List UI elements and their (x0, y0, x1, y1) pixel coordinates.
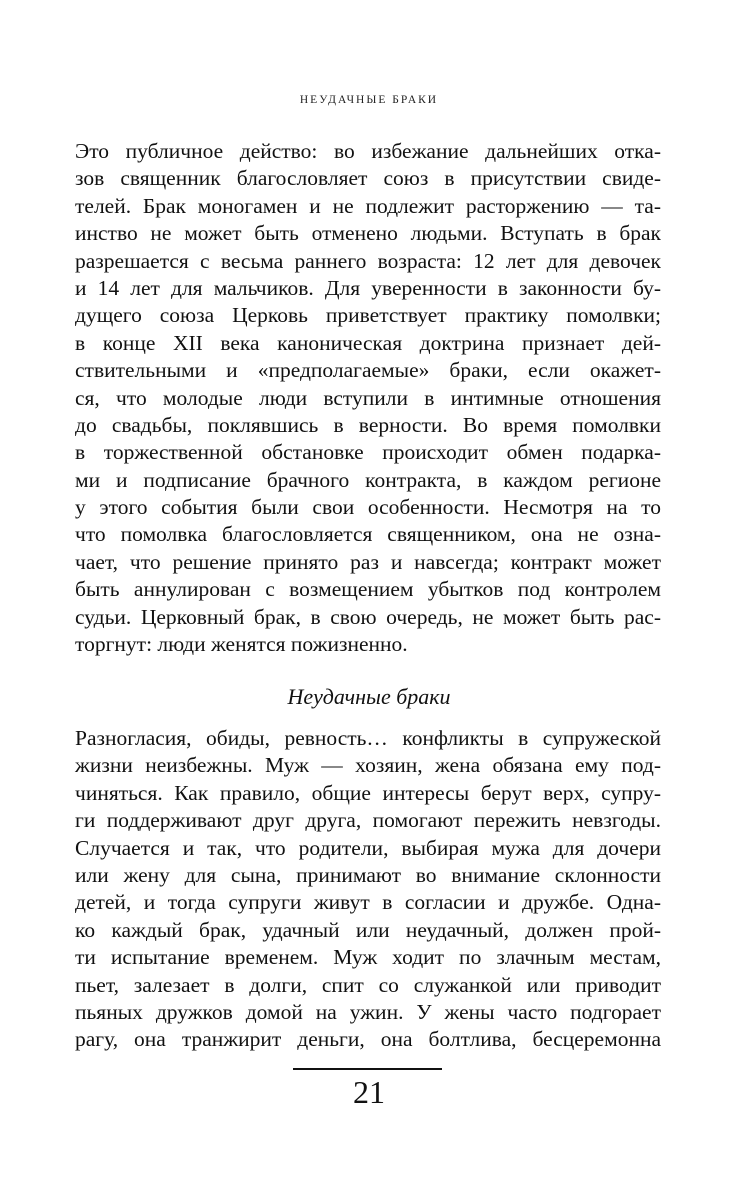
paragraph-2 (75, 725, 661, 1054)
text-line: в конце XII века каноническая доктрина признает дей- (75, 330, 661, 355)
text-line: в торжественной обстановке происходит обмен подарка- (75, 440, 661, 465)
text-line: и 14 лет для мальчиков. Для уверенности в законности бу- (75, 275, 661, 300)
running-head: НЕУДАЧНЫЕ БРАКИ (299, 94, 439, 106)
text-line: быть аннулирован с возмещением убытков под контролем (75, 577, 661, 602)
text-line: инство не может быть отменено людьми. Вступать в брак (75, 221, 661, 246)
text-line: детей, и тогда супруги живут в согласии и дружбе. Одна- (75, 890, 661, 915)
text-line: ми и подписание брачного контракта, в каждом регионе (75, 467, 661, 492)
text-line: телей. Брак моногамен и не подлежит расторжению — та- (75, 193, 661, 218)
text-line: ся, что молодые люди вступили в интимные отношения (75, 385, 661, 410)
text-line: торгнут: люди женятся пожизненно. (75, 632, 408, 657)
text-line: что помолвка благословляется священником, она не озна- (75, 522, 661, 547)
text-line: чиняться. Как правило, общие интересы берут верх, супру- (75, 780, 661, 805)
text-line: до свадьбы, поклявшись в верности. Во время помолвки (75, 412, 661, 437)
text-line: у этого события были свои особенности. Несмотря на то (75, 495, 661, 520)
text-line: Это публичное действо: во избежание дальнейших отка- (75, 139, 661, 163)
text-line: Разногласия, обиды, ревность… конфликты в супружеской (75, 726, 661, 750)
text-line: или жену для сына, принимают во внимание склонности (75, 862, 661, 887)
text-line: ко каждый брак, удачный или неудачный, должен прой- (75, 917, 661, 942)
text-line: ствительными и «предполагаемые» браки, если окажет- (75, 358, 661, 383)
paragraph-1 (75, 138, 661, 658)
text-line: судьи. Церковный брак, в свою очередь, не может быть рас- (75, 604, 661, 629)
text-line: дущего союза Церковь приветствует практику помолвки; (75, 303, 661, 328)
text-line: пьяных дружков домой на ужин. У жены часто подгорает (75, 999, 661, 1024)
page-number: 21 (353, 1074, 385, 1110)
text-line: пьет, залезает в долги, спит со служанкой или приводит (75, 972, 661, 997)
text-line: ги поддерживают друг друга, помогают пережить невзгоды. (75, 808, 661, 833)
text-line: жизни неизбежны. Муж — хозяин, жена обязана ему под- (75, 753, 661, 778)
text-line: разрешается с весьма раннего возраста: 12 лет для девочек (75, 248, 661, 273)
text-line: чает, что решение принято раз и навсегда; контракт может (75, 549, 661, 574)
text-line: рагу, она транжирит деньги, она болтлива, бесцеремонна (75, 1027, 661, 1052)
section-heading: Неудачные браки (287, 684, 451, 709)
text-line: ти испытание временем. Муж ходит по злачным местам, (75, 945, 661, 970)
footer-rule (293, 1068, 442, 1070)
text-line: зов священник благословляет союз в присутствии свиде- (75, 166, 661, 191)
text-line: Случается и так, что родители, выбирая мужа для дочери (75, 835, 661, 860)
